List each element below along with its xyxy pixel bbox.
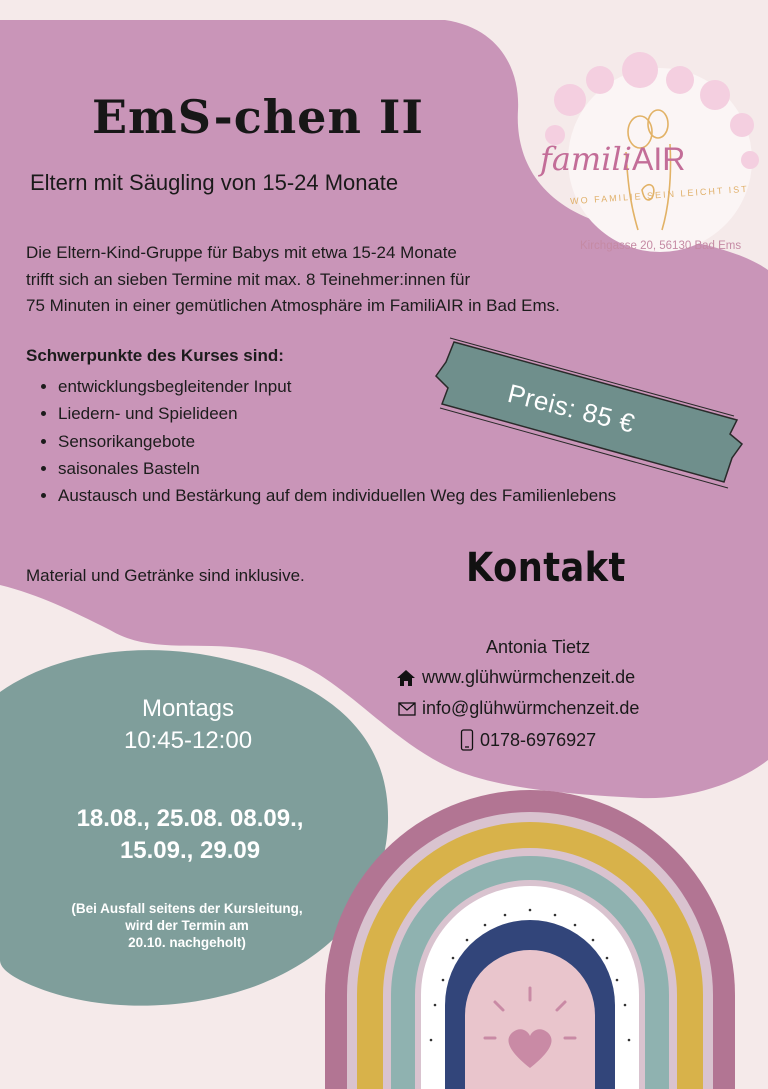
list-item: • Austausch und Bestärkung auf dem individuellen Weg des Familienlebens — [58, 482, 618, 509]
contact-phone-link[interactable]: 0178-6976927 — [480, 729, 597, 750]
list-item: • Liedern- und Spielideen — [58, 400, 618, 427]
contact-mail-row[interactable] — [398, 698, 639, 719]
rainbow-illustration — [325, 790, 768, 1089]
contact-name: Antonia Tietz — [486, 637, 591, 657]
list-item: • saisonales Basteln — [58, 455, 618, 482]
contact-phone-row[interactable] — [460, 729, 596, 751]
material-note: Material und Getränke sind inklusive. — [26, 566, 305, 585]
list-item: • Sensorikangebote — [58, 428, 618, 455]
intro-line: Die Eltern-Kind-Gruppe für Babys mit etwa 15-24 Monate — [26, 243, 457, 262]
logo-motto: WO FAMILIE SEIN LEICHT IST — [569, 183, 749, 207]
contact-website-link[interactable]: www.glühwürmchenzeit.de — [422, 667, 636, 687]
intro-line: trifft sich an sieben Termine mit max. 8 Teinehmer:innen für — [26, 269, 471, 289]
mail-icon — [398, 702, 416, 716]
logo-brand-text: familiAIR — [540, 140, 686, 178]
note-line: (Bei Ausfall seitens der Kursleitung, — [71, 901, 303, 916]
intro-paragraph — [26, 240, 666, 320]
schedule-day: Montags — [141, 695, 235, 722]
page-title: EmS-chen II — [92, 90, 424, 144]
intro-line: 75 Minuten in einer gemütlichen Atmosphäre im FamiliAIR in Bad Ems. — [26, 296, 560, 315]
focus-heading: Schwerpunkte des Kurses sind: — [26, 346, 284, 365]
note-line: wird der Termin am — [125, 918, 249, 933]
dates-line: 18.08., 25.08. 08.09., — [76, 805, 304, 832]
schedule-dates — [40, 803, 340, 867]
contact-web-row[interactable] — [396, 667, 635, 688]
dates-line: 15.09., 29.09 — [119, 837, 261, 864]
contact-email-link[interactable]: info@glühwürmchenzeit.de — [422, 698, 640, 718]
note-line: 20.10. nachgeholt) — [128, 935, 246, 950]
cancellation-note — [52, 900, 322, 951]
page-subtitle: Eltern mit Säugling von 15-24 Monate — [30, 170, 399, 195]
logo-address: Kirchgasse 20, 56130 Bad Ems — [580, 240, 742, 252]
schedule-time: 10:45-12:00 — [123, 727, 253, 754]
house-icon — [396, 669, 416, 687]
price-label: Preis: 85 € — [504, 378, 638, 439]
phone-icon — [460, 729, 474, 751]
contact-heading: Kontakt — [466, 545, 626, 591]
list-item: • entwicklungsbegleitender Input — [58, 373, 618, 400]
